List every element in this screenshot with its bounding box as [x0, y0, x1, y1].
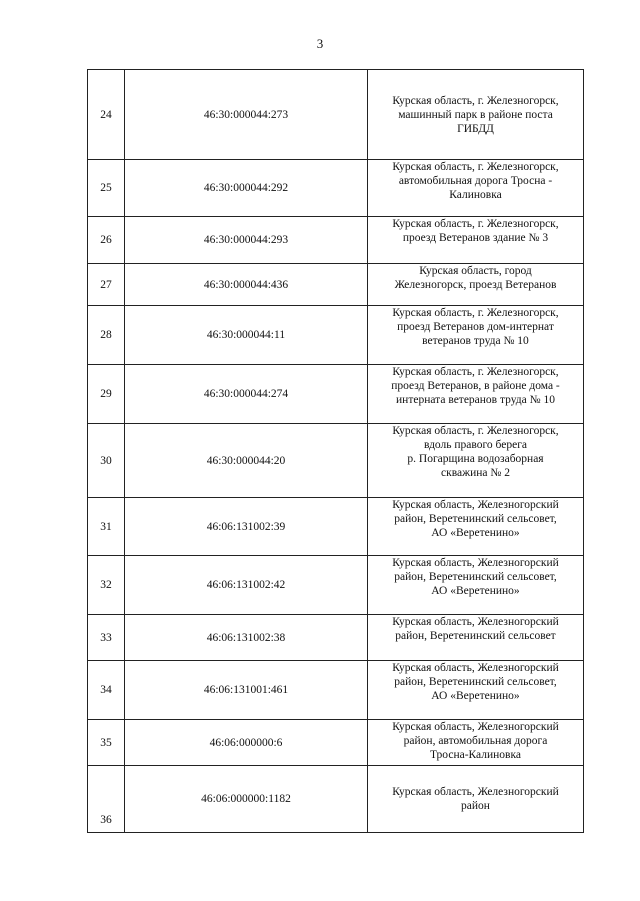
- row-number: 27: [88, 264, 125, 306]
- cadastral-number: 46:06:131001:461: [125, 661, 368, 720]
- cadastral-number: 46:30:000044:20: [125, 424, 368, 498]
- address-line: Курская область, г. Железногорск,: [392, 218, 559, 230]
- address-line: район, Веретенинский сельсовет: [395, 630, 556, 642]
- cadastral-number: 46:06:000000:6: [125, 720, 368, 766]
- row-number: 30: [88, 424, 125, 498]
- table-row: [88, 365, 584, 424]
- address-cell: [368, 615, 584, 661]
- address-cell: [368, 498, 584, 556]
- address-line: Курская область, Железногорский: [392, 499, 559, 511]
- address-line: Курская область, г. Железногорск,: [392, 161, 559, 173]
- row-number: 24: [88, 70, 125, 160]
- address-line: Железногорск, проезд Ветеранов: [394, 279, 557, 291]
- row-number: 32: [88, 556, 125, 615]
- address-line: Курская область, город: [419, 265, 532, 277]
- address-line: район, Веретенинский сельсовет,: [394, 513, 557, 525]
- address-line: Курская область, г. Железногорск,: [392, 425, 559, 437]
- address-line: район, Веретенинский сельсовет,: [394, 571, 557, 583]
- table-row: [88, 661, 584, 720]
- address-line: Курская область, г. Железногорск,: [392, 307, 559, 319]
- table-row: [88, 160, 584, 217]
- address-line: Курская область, Железногорский: [392, 616, 559, 628]
- address-line: скважина № 2: [441, 467, 510, 479]
- address-line: АО «Веретенино»: [431, 690, 520, 702]
- address-cell: [368, 720, 584, 766]
- cadastral-number: 46:06:000000:1182: [125, 766, 368, 833]
- row-number: 29: [88, 365, 125, 424]
- address-line: Курская область, г. Железногорск,: [392, 366, 559, 378]
- address-cell: [368, 556, 584, 615]
- table-row: [88, 306, 584, 365]
- address-cell: [368, 306, 584, 365]
- address-line: проезд Ветеранов дом-интернат: [397, 321, 554, 333]
- row-number: 25: [88, 160, 125, 217]
- row-number: 36: [88, 766, 125, 833]
- address-line: Курская область, Железногорский: [392, 662, 559, 674]
- address-line: Курская область, г. Железногорск,: [392, 94, 559, 107]
- row-number: 33: [88, 615, 125, 661]
- table-row: [88, 720, 584, 766]
- address-line: р. Погарщина водозаборная: [407, 453, 544, 465]
- address-line: Курская область, Железногорский: [392, 557, 559, 569]
- address-cell: [368, 217, 584, 264]
- cadastral-number: 46:30:000044:436: [125, 264, 368, 306]
- row-number: 34: [88, 661, 125, 720]
- table-row: [88, 264, 584, 306]
- address-line: проезд Ветеранов, в районе дома -: [391, 380, 560, 392]
- address-line: автомобильная дорога Тросна -: [398, 175, 553, 187]
- address-line: Калиновка: [449, 189, 502, 201]
- cadastral-number: 46:30:000044:274: [125, 365, 368, 424]
- address-line: интерната ветеранов труда № 10: [396, 394, 555, 406]
- address-line: Курская область, Железногорский: [392, 721, 559, 733]
- address-cell: [368, 70, 584, 160]
- address-line: район: [461, 800, 490, 812]
- address-cell: [368, 264, 584, 306]
- cadastral-number: 46:30:000044:11: [125, 306, 368, 365]
- address-line: АО «Веретенино»: [431, 585, 520, 597]
- table-row: [88, 498, 584, 556]
- cadastral-number: 46:30:000044:292: [125, 160, 368, 217]
- address-line: район, Веретенинский сельсовет,: [394, 676, 557, 688]
- table-row: [88, 766, 584, 833]
- address-cell: [368, 424, 584, 498]
- cadastral-number: 46:06:131002:39: [125, 498, 368, 556]
- address-line: проезд Ветеранов здание № 3: [402, 232, 549, 244]
- table-row: [88, 424, 584, 498]
- address-cell: [368, 661, 584, 720]
- row-number: 26: [88, 217, 125, 264]
- address-line: машинный парк в районе поста: [398, 108, 553, 121]
- address-line: вдоль правого берега: [423, 439, 528, 451]
- address-cell: [368, 160, 584, 217]
- address-line: ГИБДД: [457, 122, 494, 135]
- page-number: 3: [316, 36, 324, 51]
- address-cell: [368, 365, 584, 424]
- cadastral-number: 46:30:000044:273: [125, 70, 368, 160]
- address-cell: [368, 766, 584, 833]
- land-plot-table: [87, 69, 584, 833]
- row-number: 28: [88, 306, 125, 365]
- address-line: АО «Веретенино»: [431, 527, 520, 539]
- row-number: 31: [88, 498, 125, 556]
- address-line: район, автомобильная дорога: [403, 735, 548, 747]
- address-line: Курская область, Железногорский: [392, 786, 559, 798]
- table-row: [88, 556, 584, 615]
- cadastral-number: 46:06:131002:38: [125, 615, 368, 661]
- table-row: [88, 615, 584, 661]
- address-line: ветеранов труда № 10: [422, 335, 529, 347]
- cadastral-number: 46:06:131002:42: [125, 556, 368, 615]
- address-line: Тросна-Калиновка: [429, 749, 522, 761]
- row-number: 35: [88, 720, 125, 766]
- table-row: [88, 70, 584, 160]
- table-row: [88, 217, 584, 264]
- cadastral-number: 46:30:000044:293: [125, 217, 368, 264]
